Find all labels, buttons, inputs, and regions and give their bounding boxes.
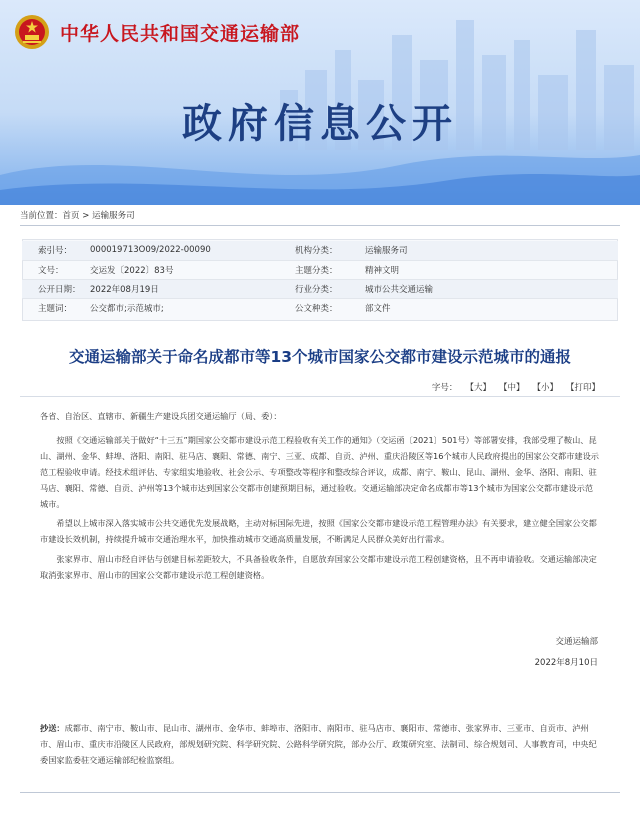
meta-key: 索引号： (22, 241, 82, 260)
meta-value: 城市公共交通运输 (357, 279, 618, 298)
national-emblem-icon (14, 14, 50, 50)
metadata-row (22, 260, 618, 279)
ministry-name: 中华人民共和国交通运输部 (60, 22, 301, 45)
breadcrumb-label: 当前位置： (20, 211, 63, 221)
font-size-label: 字号： (431, 383, 458, 393)
print-button[interactable]: 【打印】 (565, 383, 600, 393)
meta-value: 运输服务司 (357, 241, 618, 260)
meta-value: 部文件 (357, 298, 618, 317)
meta-value: 精神文明 (357, 260, 618, 279)
meta-key: 主题分类： (287, 260, 357, 279)
ministry-header[interactable] (14, 14, 300, 50)
metadata-row (22, 279, 618, 298)
metadata-table (22, 241, 618, 317)
header-banner (0, 0, 640, 205)
metadata-row (22, 298, 618, 317)
paragraph: 希望以上城市深入落实城市公共交通优先发展战略，主动对标国际先进，按照《国家公交都市建设示范工程管理办法》有关要求，建立健全国家公交都市建设长效机制，持续提升城市交通治理水平，加快推动城市交通高质量发展，不断满足人民群众美好出行需求。 (40, 518, 597, 544)
signature-org: 交通运输部 (555, 637, 598, 647)
meta-key: 机构分类： (287, 241, 357, 260)
paragraph: 张家界市、眉山市经自评估与创建目标差距较大，不具备验收条件，自愿放弃国家公交都市建设示范工程创建资格，且不再申请验收。交通运输部决定取消张家界市、眉山市的国家公交都市建设示范工程创建资格。 (40, 554, 597, 580)
metadata-row (22, 241, 618, 260)
breadcrumb-current-link[interactable]: 运输服务司 (92, 211, 135, 221)
breadcrumb-divider (20, 225, 620, 226)
meta-key: 行业分类： (287, 279, 357, 298)
bottom-divider (20, 792, 620, 793)
font-medium-button[interactable]: 【中】 (498, 383, 525, 393)
meta-key: 主题词： (22, 298, 82, 317)
font-small-button[interactable]: 【小】 (532, 383, 558, 393)
title-divider (20, 396, 620, 397)
meta-value: 交运发〔2022〕83号 (82, 260, 287, 279)
cc-text: 成都市、南宁市、鞍山市、昆山市、湖州市、金华市、蚌埠市、洛阳市、南阳市、驻马店市、襄阳市、常德市、张家界市、三亚市、自贡市、泸州市、眉山市、重庆市沿陵区人民政府，部规划研究院、科学研究院、公路科学研究院，部办公厅、政策研究室、法制司、综合规划司、人事教育司，中央纪委国家监委驻交通运输部纪检监察组。 (40, 723, 597, 765)
meta-key: 公文种类： (287, 298, 357, 317)
breadcrumb (20, 209, 135, 221)
cc-list (40, 720, 600, 768)
document-title: 交通运输部关于命名成都市等13个城市国家公交都市建设示范城市的通报 (68, 348, 572, 366)
meta-value: 000019713O09/2022-00090 (82, 241, 287, 260)
cc-label: 抄送： (40, 723, 65, 733)
font-size-controls (432, 381, 600, 393)
salutation: 各省、自治区、直辖市、新疆生产建设兵团交通运输厅（局、委）： (40, 411, 282, 421)
meta-value: 2022年08月19日 (82, 279, 287, 298)
section-title: 政府信息公开 (182, 101, 458, 147)
meta-key: 文号： (22, 260, 82, 279)
breadcrumb-separator: > (79, 211, 93, 221)
paragraph: 按照《交通运输部关于做好“十三五”期国家公交都市建设示范工程验收有关工作的通知》（交运函〔2021〕501号）等部署安排，我部受理了鞍山、昆山、湖州、金华、蚌埠、洛阳、南阳、驻马店、襄阳、常德、南宁、三亚、成都、自贡、泸州、重庆沿陵区等16个城市人民政府提出的国家公交都市建设示范工程验收申请。经技术组评估、专家组实地验收、社会公示、专项整改等程序和整改综合评议，成都、南宁、鞍山、昆山、湖州、金华、洛阳、南阳、驻马店、襄阳、常德、自贡、泸州等13个城市达到国家公交都市创建预期目标，通过验收。交通运输部决定命名成都市等13个城市为国家公交都市建设示范城市。 (40, 435, 599, 509)
banner-wave-graphic (0, 135, 640, 205)
signature-date: 2022年8月10日 (534, 658, 598, 668)
font-large-button[interactable]: 【大】 (465, 383, 491, 393)
meta-value: 公交都市;示范城市; (82, 298, 287, 317)
meta-key: 公开日期： (22, 279, 82, 298)
breadcrumb-home-link[interactable]: 首页 (62, 211, 80, 221)
